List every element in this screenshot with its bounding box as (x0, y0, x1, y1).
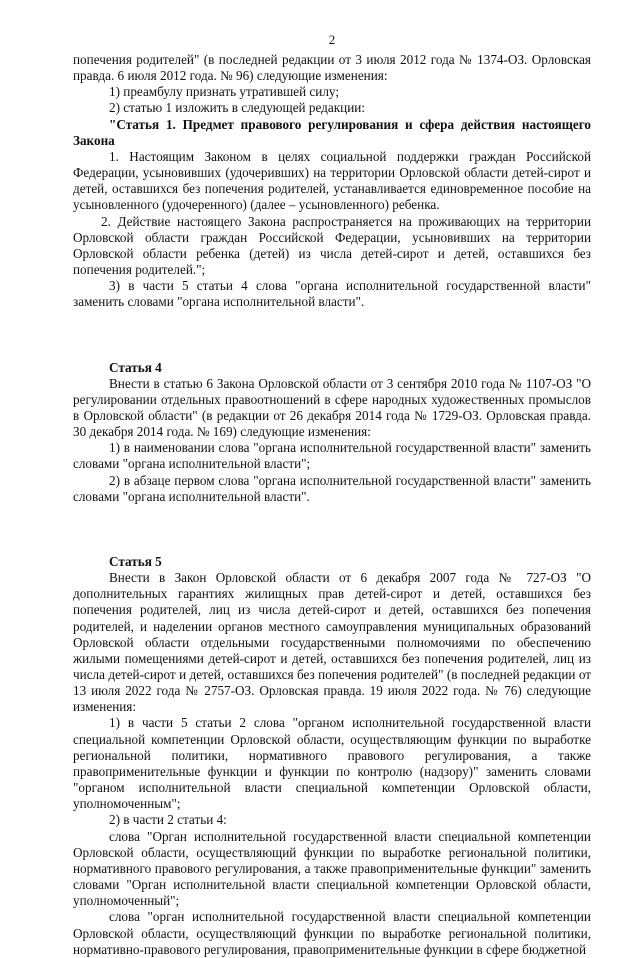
document-body (73, 52, 591, 958)
paragraph: попечения родителей" (в последней редакции от 3 июля 2012 года № 1374-ОЗ. Орловская правда. 6 июля 2012 года. № 96) следующие изменения: (73, 52, 591, 84)
paragraph: слова "орган исполнительной государственной власти специальной компетенции Орловской области, осуществляющий функции по выработке региональной политики, нормативно-правового регулирования, правоприменительные функции в сфере бюджетной (73, 909, 591, 957)
paragraph: 2. Действие настоящего Закона распространяется на проживающих на территории Орловской области граждан Российской Федерации, усыновивших на территории Орловской области ребенка (детей) из числа детей-сирот и детей, оставшихся без попечения родителей."; (73, 213, 591, 278)
article-heading: "Статья 1. Предмет правового регулирования и сфера действия настоящего Закона (73, 116, 591, 148)
paragraph: 1. Настоящим Законом в целях социальной поддержки граждан Российской Федерации, усыновивших (удочеривших) на территории Орловской области детей-сирот и детей, оставшихся без попечения родителей, устанавливается единовременное пособие на усыновленного (удочеренного) (далее – усыновленного) ребенка. (73, 148, 591, 213)
article-heading: Статья 4 (109, 359, 162, 375)
article-heading: Статья 5 (109, 553, 162, 569)
paragraph-spacer (73, 327, 591, 344)
paragraph: слова "Орган исполнительной государственной власти специальной компетенции Орловской области, осуществляющий функции по выработке региональной политики, нормативного правового регулирования, а также правоприменительные функции" заменить словами "Орган исполнительной власти специальной компетенции Орловской области, уполномоченный"; (73, 828, 591, 909)
paragraph: 1) в части 5 статьи 2 слова "органом исполнительной государственной власти специальной компетенции Орловской области, осуществляющим функции по выработке региональной политики, нормативного правового регулирования, а также правоприменительные функции и функции по контролю (надзору)" заменить словами "органом исполнительной власти специальной компетенции Орловской области, уполномоченным"; (73, 715, 591, 812)
paragraph-spacer (73, 521, 591, 538)
paragraph: 2) статью 1 изложить в следующей редакции: (109, 100, 365, 116)
paragraph: Внести в статью 6 Закона Орловской области от 3 сентября 2010 года № 1107-ОЗ "О регулировании отдельных правоотношений в сфере народных художественных промыслов в Орловской области" (в редакции от 26 декабря 2014 года № 1729-ОЗ. Орловская правда. 30 декабря 2014 года. № 169) следующие изменения: (73, 375, 591, 440)
paragraph: Внести в Закон Орловской области от 6 декабря 2007 года № 727-ОЗ "О дополнительных гарантиях жилищных прав детей-сирот и детей, оставшихся без попечения родителей, лиц из числа детей-сирот и детей, оставшихся без попечения родителей, и наделении органов местного самоуправления муниципальных образований Орловской области отдельными государственными полномочиями по обеспечению жилыми помещениями детей-сирот и детей, оставшихся без попечения родителей, лиц из числа детей-сирот и детей, оставшихся без попечения родителей" (в последней редакции от 13 июля 2022 года № 2757-ОЗ. Орловская правда. 19 июля 2022 года. № 76) следующие изменения: (73, 570, 591, 715)
paragraph: 2) в части 2 статьи 4: (109, 812, 227, 828)
document-page (73, 32, 591, 958)
page-number: 2 (328, 32, 336, 47)
paragraph: 3) в части 5 статьи 4 слова "органа исполнительной государственной власти" заменить словами "органа исполнительной власти". (73, 278, 591, 310)
paragraph: 1) в наименовании слова "органа исполнительной государственной власти" заменить словами "органа исполнительной власти"; (73, 440, 591, 472)
paragraph: 2) в абзаце первом слова "органа исполнительной государственной власти" заменить словами "органа исполнительной власти". (73, 472, 591, 504)
paragraph: 1) преамбулу признать утратившей силу; (109, 84, 340, 100)
